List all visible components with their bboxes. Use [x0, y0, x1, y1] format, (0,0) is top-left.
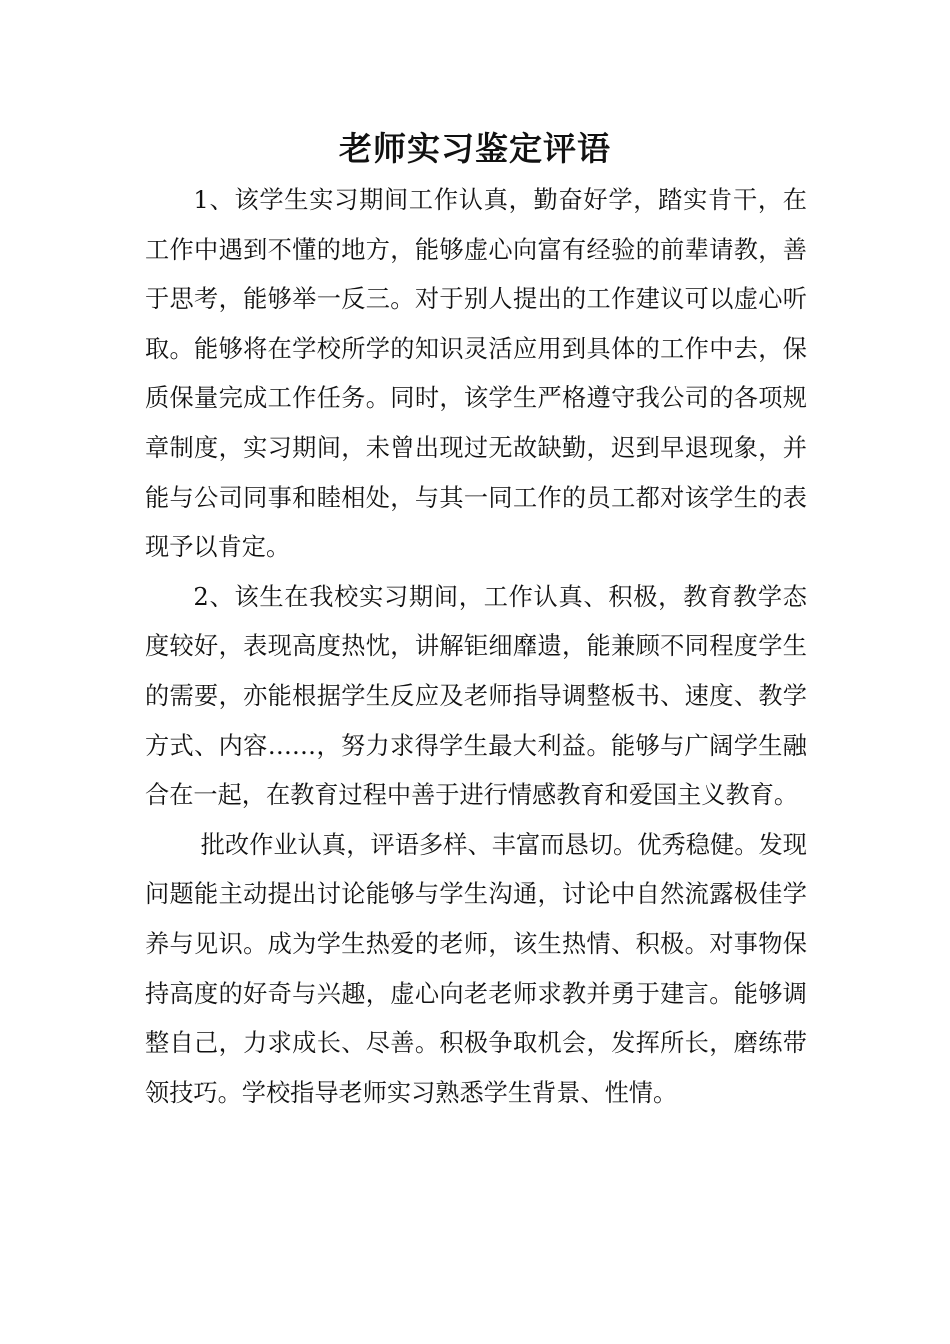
document-body [145, 176, 807, 1118]
paragraph-1: 1、该学生实习期间工作认真，勤奋好学，踏实肯干，在工作中遇到不懂的地方，能够虚心向富有经验的前辈请教，善于思考，能够举一反三。对于别人提出的工作建议可以虚心听取。能够将在学校所学的知识灵活应用到具体的工作中去，保质保量完成工作任务。同时，该学生严格遵守我公司的各项规章制度，实习期间，未曾出现过无故缺勤，迟到早退现象，并能与公司同事和睦相处，与其一同工作的员工都对该学生的表现予以肯定。 [145, 186, 807, 562]
paragraph-3: 批改作业认真，评语多样、丰富而恳切。优秀稳健。发现问题能主动提出讨论能够与学生沟通，讨论中自然流露极佳学养与见识。成为学生热爱的老师，该生热情、积极。对事物保持高度的好奇与兴趣，虚心向老老师求教并勇于建言。能够调整自己，力求成长、尽善。积极争取机会，发挥所长，磨练带领技巧。学校指导老师实习熟悉学生背景、性情。 [145, 830, 807, 1107]
paragraph-2: 2、该生在我校实习期间，工作认真、积极，教育教学态度较好，表现高度热忱，讲解钜细靡遗，能兼顾不同程度学生的需要，亦能根据学生反应及老师指导调整板书、速度、教学方式、内容……，努力求得学生最大利益。能够与广阔学生融合在一起，在教育过程中善于进行情感教育和爱国主义教育。 [145, 582, 807, 810]
document-title: 老师实习鉴定评语 [339, 129, 611, 168]
